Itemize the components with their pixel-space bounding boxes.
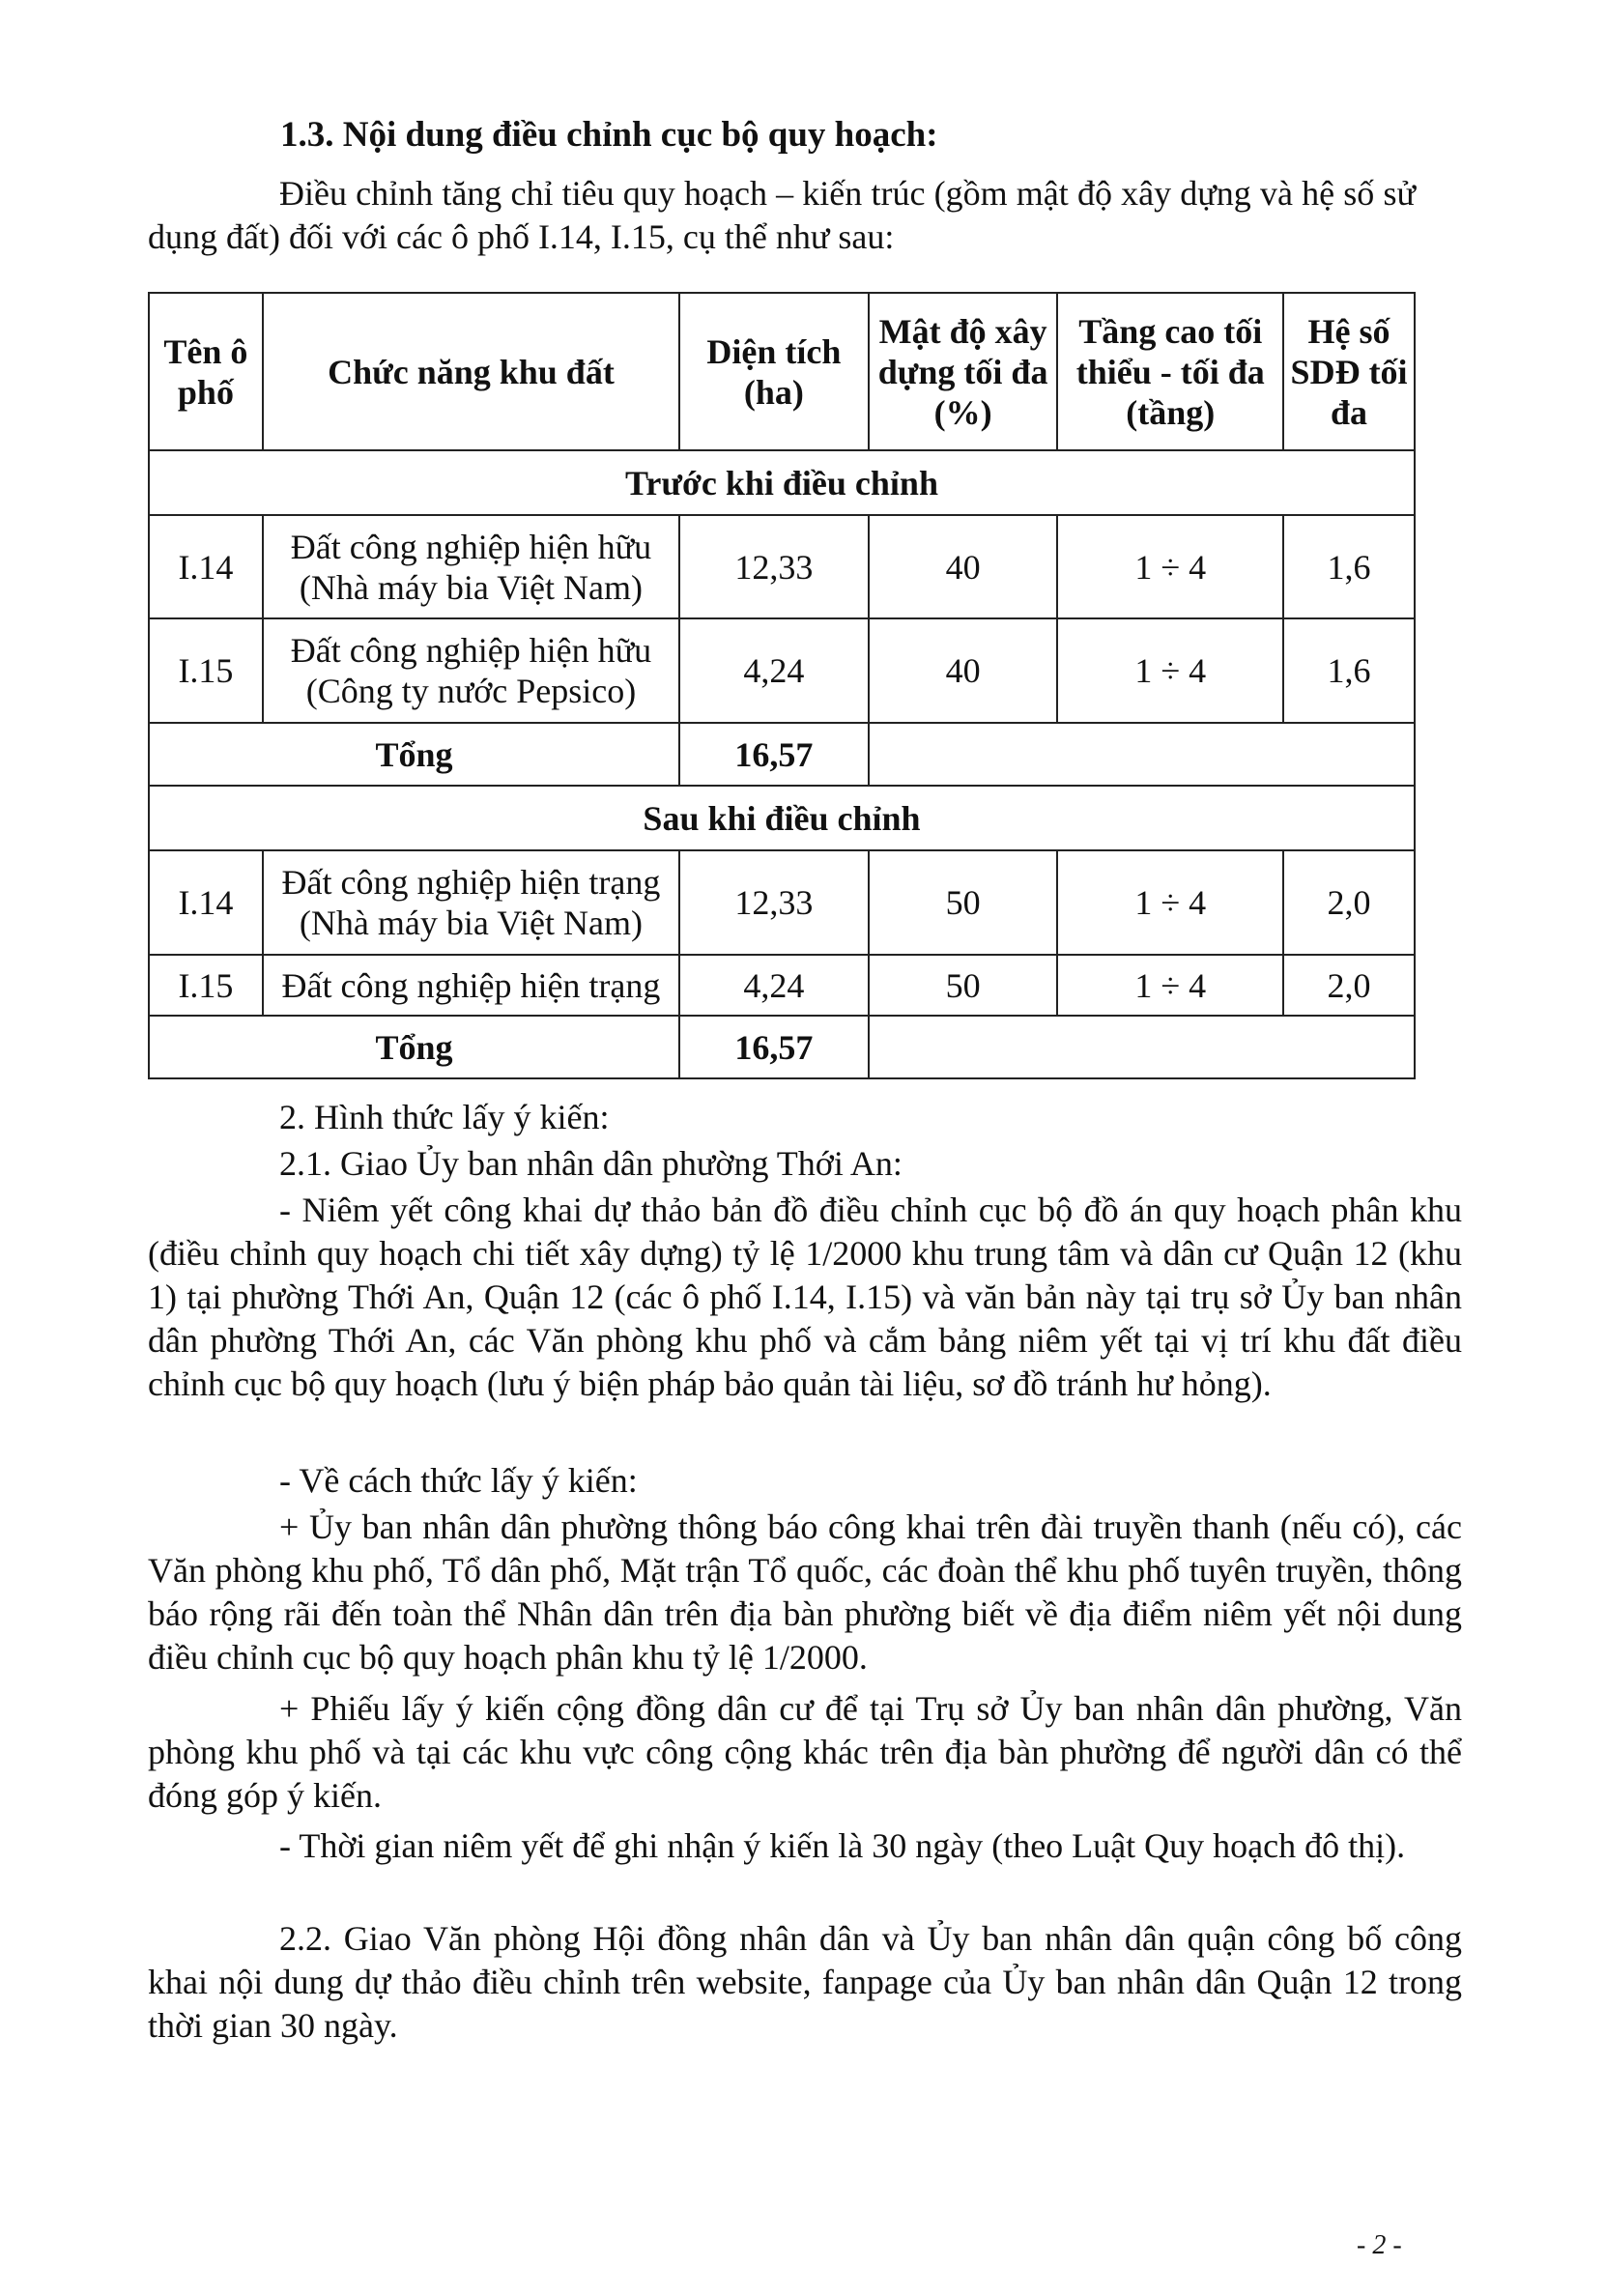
section-heading: 1.3. Nội dung điều chỉnh cục bộ quy hoạch: (280, 115, 938, 155)
paragraph-thoi-gian: - Thời gian niêm yết để ghi nhận ý kiến là 30 ngày (theo Luật Quy hoạch đô thị). (279, 1826, 1406, 1865)
cell-o-pho: I.15 (149, 955, 263, 1016)
cell-mat-do: 40 (869, 618, 1058, 723)
section-2-1-heading: 2.1. Giao Ủy ban nhân dân phường Thới An: (279, 1144, 903, 1183)
cell-dien-tich: 4,24 (679, 955, 869, 1016)
header-chuc-nang: Chức năng khu đất (263, 293, 679, 450)
cell-dien-tich: 12,33 (679, 850, 869, 955)
cell-chuc-nang: Đất công nghiệp hiện hữu (Công ty nước Pepsico) (263, 618, 679, 723)
header-dien-tich: Diện tích (ha) (679, 293, 869, 450)
after-label: Sau khi điều chỉnh (149, 786, 1415, 850)
table-header-row (149, 293, 1415, 450)
header-mat-do: Mật độ xây dựng tối đa (%) (869, 293, 1058, 450)
section-row-after (149, 786, 1415, 850)
cell-he-so: 2,0 (1283, 850, 1415, 955)
cell-tang-cao: 1 ÷ 4 (1057, 515, 1283, 618)
paragraph-ubnd: + Ủy ban nhân dân phường thông báo công khai trên đài truyền thanh (nếu có), các Văn phòng khu phố, Tổ dân phố, Mặt trận Tổ quốc, các đoàn thể khu phố tuyên truyền, thông báo rộng rãi đến toàn thể Nhân dân trên địa bàn phường biết về địa điểm niêm yết nội dung điều chỉnh cục bộ quy hoạch phân khu tỷ lệ 1/2000. (148, 1507, 1462, 1677)
header-he-so: Hệ số SDĐ tối đa (1283, 293, 1415, 450)
page-number: - 2 - (1357, 2230, 1402, 2260)
cell-o-pho: I.14 (149, 515, 263, 618)
total-row-before (149, 723, 1415, 786)
paragraph-phieu: + Phiếu lấy ý kiến cộng đồng dân cư để tại Trụ sở Ủy ban nhân dân phường, Văn phòng khu phố và tại các khu vực công cộng khác trên địa bàn phường để người dân có thể đóng góp ý kiến. (148, 1689, 1462, 1815)
paragraph-niem-yet: - Niêm yết công khai dự thảo bản đồ điều chỉnh cục bộ đồ án quy hoạch phân khu (điều chỉnh quy hoạch chi tiết xây dựng) tỷ lệ 1/2000 khu trung tâm và dân cư Quận 12 (khu 1) tại phường Thới An, Quận 12 (các ô phố I.14, I.15) và văn bản này tại trụ sở Ủy ban nhân dân phường Thới An, các Văn phòng khu phố và cắm bảng niêm yết tại vị trí khu đất điều chỉnh cục bộ quy hoạch (lưu ý biện pháp bảo quản tài liệu, sơ đồ tránh hư hỏng). (148, 1191, 1462, 1403)
table-row (149, 618, 1415, 723)
cell-mat-do: 50 (869, 955, 1058, 1016)
cell-he-so: 2,0 (1283, 955, 1415, 1016)
header-o-pho: Tên ô phố (149, 293, 263, 450)
total-empty (869, 723, 1415, 786)
intro-paragraph: Điều chỉnh tăng chỉ tiêu quy hoạch – kiến trúc (gồm mật độ xây dựng và hệ số sử dụng đất) đối với các ô phố I.14, I.15, cụ thể như sau: (148, 174, 1416, 256)
section-2-heading: 2. Hình thức lấy ý kiến: (279, 1098, 610, 1136)
total-label: Tổng (149, 1016, 679, 1078)
table-row (149, 955, 1415, 1016)
planning-table (148, 292, 1416, 1079)
header-tang-cao: Tầng cao tối thiểu - tối đa (tầng) (1057, 293, 1283, 450)
cell-tang-cao: 1 ÷ 4 (1057, 850, 1283, 955)
total-empty (869, 1016, 1415, 1078)
cell-mat-do: 40 (869, 515, 1058, 618)
cell-mat-do: 50 (869, 850, 1058, 955)
cell-chuc-nang: Đất công nghiệp hiện hữu (Nhà máy bia Việt Nam) (263, 515, 679, 618)
section-row-before (149, 450, 1415, 515)
total-row-after (149, 1016, 1415, 1078)
paragraph-2-2: 2.2. Giao Văn phòng Hội đồng nhân dân và Ủy ban nhân dân quận công bố công khai nội dung dự thảo điều chỉnh trên website, fanpage của Ủy ban nhân dân Quận 12 trong thời gian 30 ngày. (148, 1919, 1462, 2045)
cell-tang-cao: 1 ÷ 4 (1057, 955, 1283, 1016)
cell-he-so: 1,6 (1283, 618, 1415, 723)
cell-o-pho: I.15 (149, 618, 263, 723)
cell-dien-tich: 4,24 (679, 618, 869, 723)
before-label: Trước khi điều chỉnh (149, 450, 1415, 515)
cell-he-so: 1,6 (1283, 515, 1415, 618)
cell-chuc-nang: Đất công nghiệp hiện trạng (Nhà máy bia Việt Nam) (263, 850, 679, 955)
table-row (149, 850, 1415, 955)
paragraph-cach-thuc: - Về cách thức lấy ý kiến: (279, 1461, 638, 1500)
table-row (149, 515, 1415, 618)
total-value: 16,57 (679, 1016, 869, 1078)
cell-tang-cao: 1 ÷ 4 (1057, 618, 1283, 723)
cell-chuc-nang: Đất công nghiệp hiện trạng (263, 955, 679, 1016)
cell-dien-tich: 12,33 (679, 515, 869, 618)
total-label: Tổng (149, 723, 679, 786)
total-value: 16,57 (679, 723, 869, 786)
cell-o-pho: I.14 (149, 850, 263, 955)
